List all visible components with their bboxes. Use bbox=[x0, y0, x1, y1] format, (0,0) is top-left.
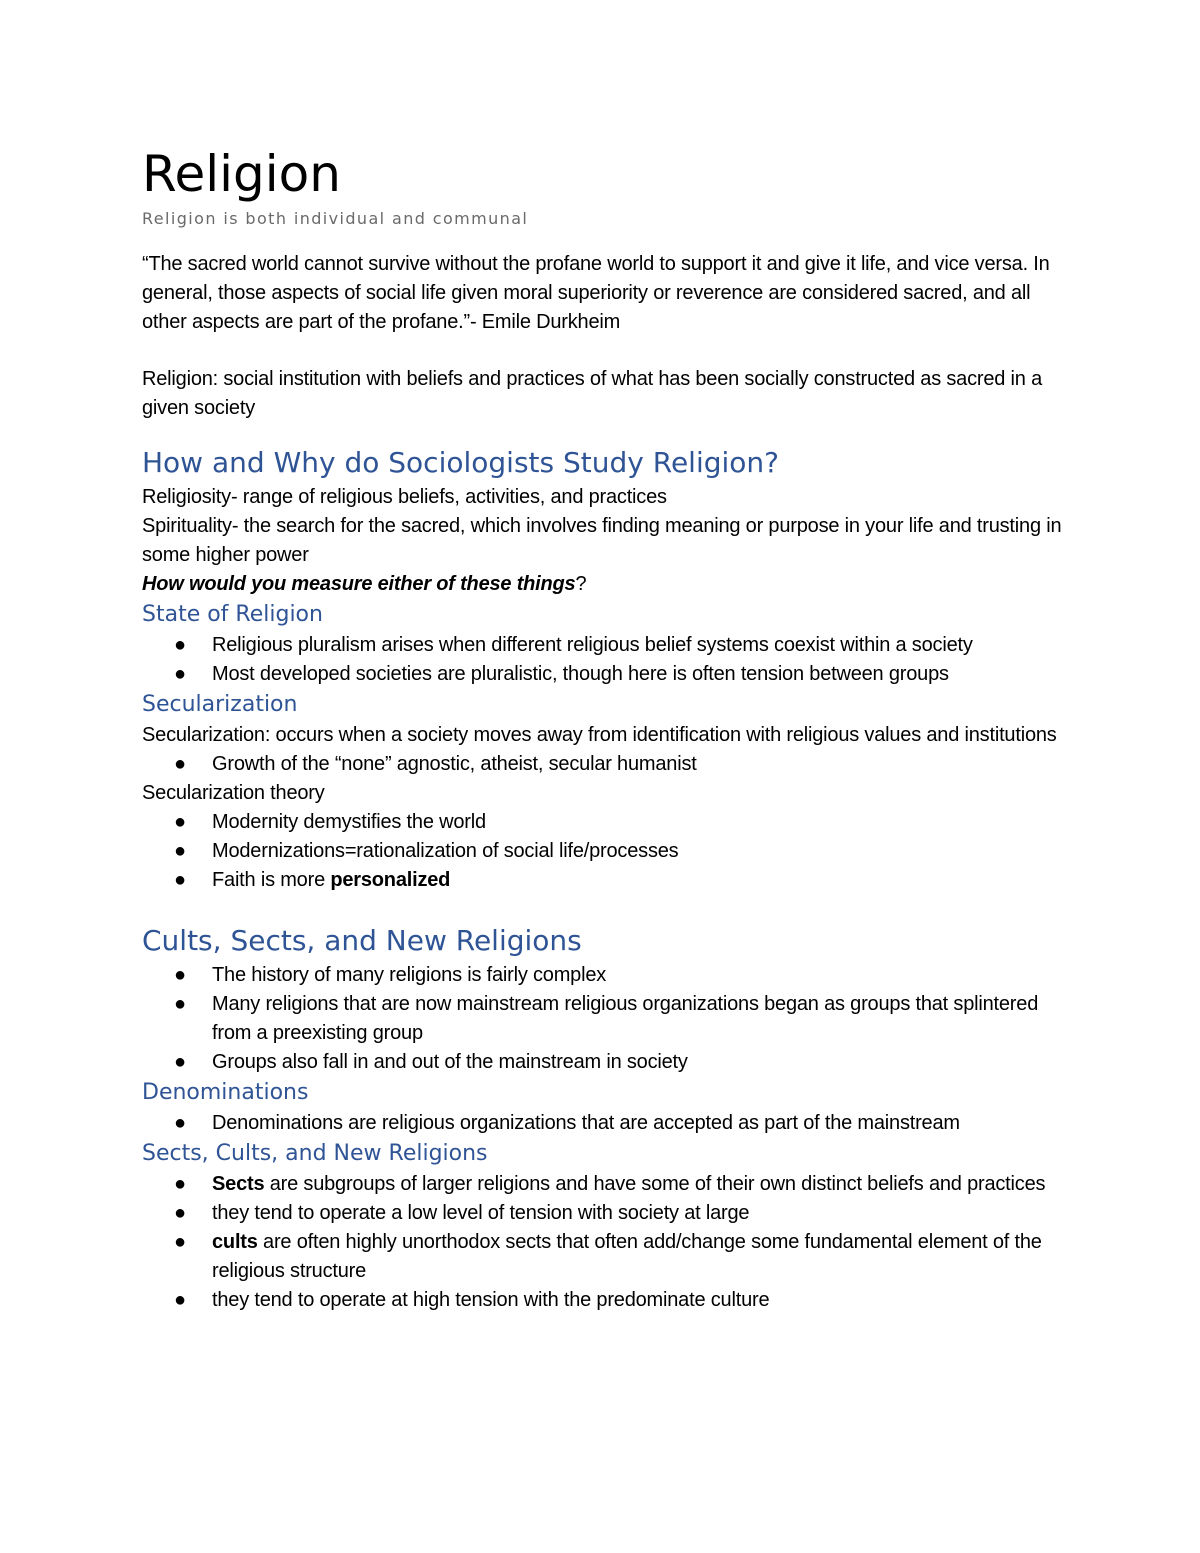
secularization-definition: Secularization: occurs when a society moves away from identification with religious values and institutions bbox=[142, 724, 1057, 746]
bullet-icon: ● bbox=[174, 964, 186, 986]
bullet-icon: ● bbox=[174, 1202, 186, 1224]
bullet-icon: ● bbox=[174, 993, 186, 1015]
cults-list bbox=[142, 961, 1062, 1077]
measure-question-mark: ? bbox=[575, 573, 587, 595]
bullet-icon: ● bbox=[174, 869, 186, 891]
bullet-icon: ● bbox=[174, 753, 186, 775]
list-item: ● Many religions that are now mainstream religious organizations began as groups that splintered from a preexisting group bbox=[142, 990, 1062, 1048]
religion-definition: Religion: social institution with beliefs and practices of what has been socially constructed as sacred in a given society bbox=[142, 368, 1043, 419]
denominations-list bbox=[142, 1109, 1062, 1138]
list-item: ● Faith is more personalized bbox=[142, 866, 1062, 895]
durkheim-quote: “The sacred world cannot survive without the profane world to support it and give it life, and vice versa. In general, those aspects of social life given moral superiority or reverence are considered sacred, and all other aspects are part of the profane.”- Emile Durkheim bbox=[142, 253, 1050, 333]
measure-question-text: How would you measure either of these things bbox=[142, 573, 576, 595]
list-item: ● Denominations are religious organizations that are accepted as part of the mainstream bbox=[142, 1109, 1062, 1138]
list-item: ● cults are often highly unorthodox sects that often add/change some fundamental element of the religious structure bbox=[142, 1228, 1062, 1286]
sects-list bbox=[142, 1170, 1062, 1315]
bullet-icon: ● bbox=[174, 1231, 186, 1253]
bullet-icon: ● bbox=[174, 1289, 186, 1311]
list-item: ● Most developed societies are pluralistic, though here is often tension between groups bbox=[142, 660, 1062, 689]
bullet-icon: ● bbox=[174, 1112, 186, 1134]
bullet-icon: ● bbox=[174, 1173, 186, 1195]
list-item: ● Modernity demystifies the world bbox=[142, 808, 1062, 837]
list-item: ● they tend to operate at high tension with the predominate culture bbox=[142, 1286, 1062, 1315]
heading-cults-sects: Cults, Sects, and New Religions bbox=[142, 924, 582, 957]
secularization-list bbox=[142, 750, 1062, 779]
spacer bbox=[142, 337, 1062, 365]
bullet-icon: ● bbox=[174, 840, 186, 862]
list-item: ● Growth of the “none” agnostic, atheist, secular humanist bbox=[142, 750, 1062, 779]
list-item: ● The history of many religions is fairly complex bbox=[142, 961, 1062, 990]
religiosity-definition: Religiosity- range of religious beliefs, activities, and practices bbox=[142, 486, 667, 508]
bullet-icon: ● bbox=[174, 634, 186, 656]
state-list bbox=[142, 631, 1062, 689]
page-title: Religion bbox=[142, 145, 341, 203]
document-body bbox=[142, 140, 1062, 1315]
measure-question bbox=[142, 570, 1062, 599]
bullet-icon: ● bbox=[174, 1051, 186, 1073]
heading-sects-cults-new-religions: Sects, Cults, and New Religions bbox=[142, 1141, 488, 1166]
list-item: ● Modernizations=rationalization of social life/processes bbox=[142, 837, 1062, 866]
bullet-icon: ● bbox=[174, 811, 186, 833]
secularization-theory-list bbox=[142, 808, 1062, 895]
heading-secularization: Secularization bbox=[142, 692, 298, 717]
list-item: ● Sects are subgroups of larger religions and have some of their own distinct beliefs and practices bbox=[142, 1170, 1062, 1199]
page-subtitle: Religion is both individual and communal bbox=[142, 209, 529, 228]
heading-study-religion: How and Why do Sociologists Study Religion? bbox=[142, 446, 780, 479]
secularization-theory-label: Secularization theory bbox=[142, 782, 325, 804]
heading-denominations: Denominations bbox=[142, 1080, 309, 1105]
bullet-icon: ● bbox=[174, 663, 186, 685]
spirituality-definition: Spirituality- the search for the sacred, which involves finding meaning or purpose in your life and trusting in some higher power bbox=[142, 515, 1062, 566]
list-item: ● they tend to operate a low level of tension with society at large bbox=[142, 1199, 1062, 1228]
heading-state-of-religion: State of Religion bbox=[142, 602, 323, 627]
list-item: ● Groups also fall in and out of the mainstream in society bbox=[142, 1048, 1062, 1077]
list-item: ● Religious pluralism arises when different religious belief systems coexist within a society bbox=[142, 631, 1062, 660]
